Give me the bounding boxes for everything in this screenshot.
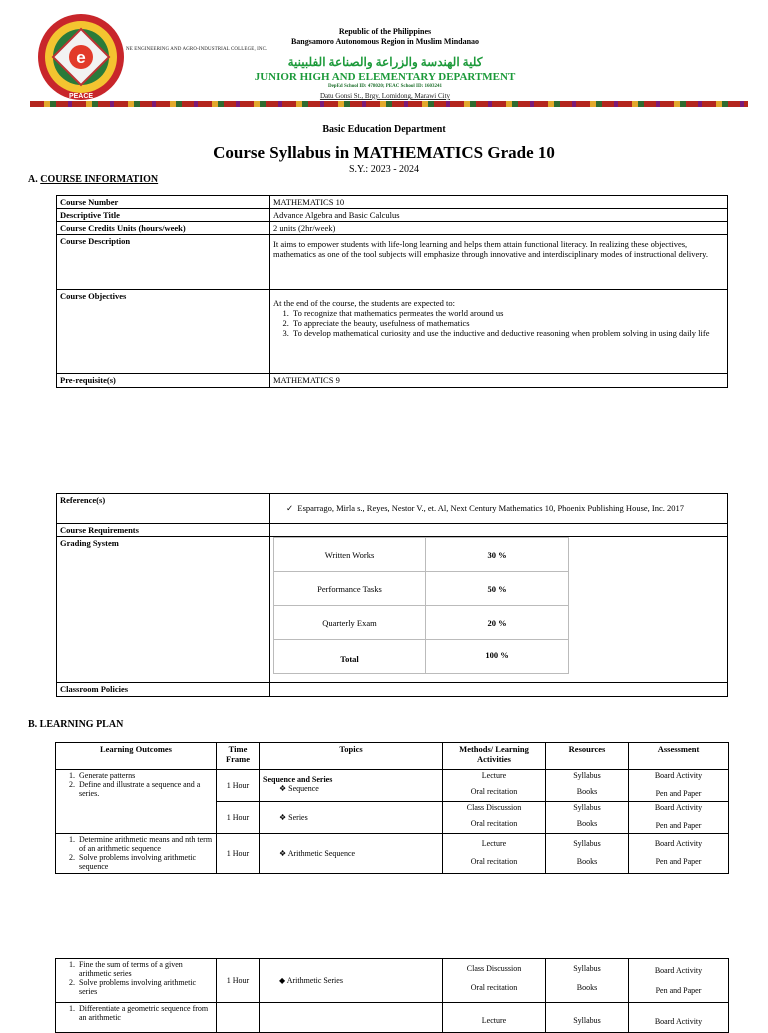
table-row [56,770,729,802]
diamond-bullet-icon: ❖ [279,849,287,858]
section-a-title: COURSE INFORMATION [40,174,159,185]
description-label: Course Description [57,235,270,290]
svg-text:e: e [76,48,86,67]
resource-item: Syllabus [573,964,601,973]
list-item: 1. Generate patterns [77,771,213,780]
methods-cell [443,1003,546,1033]
list-item: 2. Solve problems involving arithmetic series [77,978,213,996]
method-item: Oral recitation [470,983,518,992]
header-school-ids: DepEd School ID: 478020; PEAC School ID: 1603241 [327,84,443,89]
table-row [56,1003,729,1033]
col-header: Assessment [629,743,729,770]
grading-component: Performance Tasks [274,572,426,606]
method-item: Oral recitation [470,857,518,866]
list-item: 2. Define and illustrate a sequence and a series. [77,780,213,798]
time-frame: 1 Hour [217,834,260,874]
assessment-item: Board Activity [654,771,703,780]
objectives-intro: At the end of the course, the students are expected to: [273,298,455,308]
college-name: NE ENGINEERING AND AGRO-INDUSTRIAL COLLEGE, INC. [126,47,268,52]
time-frame: 1 Hour [217,959,260,1003]
references-label: Reference(s) [57,494,270,524]
decorative-band [30,101,748,107]
grading-table [273,537,569,674]
table-row [274,640,569,674]
resource-item: Books [576,857,598,866]
topic-name: Arithmetic Sequence [287,849,356,858]
resource-item: Syllabus [573,803,601,812]
col-header: Methods/ Learning Activities [443,743,546,770]
resources-cell [546,834,629,874]
resource-item: Syllabus [573,1016,601,1025]
assessment-item: Board Activity [654,966,703,975]
learning-plan-table [55,742,729,874]
policies-label: Classroom Policies [57,683,270,697]
resources-cell [546,959,629,1003]
course-number: MATHEMATICS 10 [270,196,728,209]
list-item: 2. Solve problems involving arithmetic sequence [77,853,213,871]
grading-total-label: Total [274,640,426,674]
table-row [57,374,728,388]
method-item: Oral recitation [470,819,518,828]
table-row [57,222,728,235]
topic-cell [260,770,443,802]
table-row [57,290,728,374]
table-row [57,683,728,697]
header-arabic: كلية الهندسة والزراعة والصناعة الفلبينية [287,55,483,69]
col-header: Topics [260,743,443,770]
course-number-label: Course Number [57,196,270,209]
descriptive-title: Advance Algebra and Basic Calculus [270,209,728,222]
table-row [57,537,728,683]
time-frame [217,1003,260,1033]
time-frame: 1 Hour [217,802,260,834]
topic-cell [260,802,443,834]
logo-lettering: PEACE [68,93,94,100]
prereq: MATHEMATICS 9 [270,374,728,388]
col-header: Time Frame [217,743,260,770]
outcomes-list [59,835,213,871]
course-info-table [56,195,728,388]
outcomes-cell [56,959,217,1003]
grading-total: 100 % [426,640,569,674]
header-address: Datu Gonsi St., Brgy. Lomidong, Marawi City [319,92,451,100]
objectives-list [273,308,724,338]
header-region: Bangsamoro Autonomous Region in Muslim Mindanao [290,37,480,46]
grading-weight: 20 % [426,606,569,640]
table-row [57,494,728,524]
assessment-item: Pen and Paper [655,821,702,830]
reference-cell [270,494,728,524]
assessment-cell [629,834,729,874]
resources-cell [546,1003,629,1033]
objectives-label: Course Objectives [57,290,270,374]
outcomes-list [59,1004,213,1022]
objectives-cell [270,290,728,374]
table-row [57,209,728,222]
methods-cell [443,802,546,834]
assessment-item: Pen and Paper [655,857,702,866]
col-header: Learning Outcomes [56,743,217,770]
section-a-heading [28,174,158,185]
section-a-letter: A. [28,174,38,185]
list-item: 1. Fine the sum of terms of a given arithmetic series [77,960,213,978]
school-logo [36,12,126,102]
methods-cell [443,959,546,1003]
method-item: Lecture [481,839,507,848]
assessment-cell [629,770,729,802]
diamond-bullet-icon: ❖ [279,813,287,822]
resource-item: Syllabus [573,839,601,848]
credits-label: Course Credits Units (hours/week) [57,222,270,235]
descriptive-title-label: Descriptive Title [57,209,270,222]
method-item: Lecture [481,1016,507,1025]
outcomes-cell [56,834,217,874]
table-row [57,524,728,537]
topic-name: Sequence [288,784,319,793]
resource-item: Syllabus [573,771,601,780]
list-item: 1. Determine arithmetic means and nth term of an arithmetic sequence [77,835,213,853]
grading-weight: 30 % [426,538,569,572]
grading-label: Grading System [57,537,270,683]
topic-cell [260,959,443,1003]
table-row [57,235,728,290]
method-item: Oral recitation [470,787,518,796]
table-row [274,538,569,572]
assessment-cell [629,959,729,1003]
outcomes-cell [56,1003,217,1033]
method-item: Lecture [481,771,507,780]
table-row [274,572,569,606]
list-item: 2. To appreciate the beauty, usefulness of mathematics [291,318,724,328]
assessment-item: Pen and Paper [655,986,702,995]
resource-item: Books [576,787,598,796]
requirements-label: Course Requirements [57,524,270,537]
table-row [56,959,729,1003]
methods-cell [443,770,546,802]
check-icon: ✓ [286,503,294,513]
references-table [56,493,728,697]
page-title: Course Syllabus in MATHEMATICS Grade 10 [213,143,555,162]
method-item: Class Discussion [466,964,522,973]
topic-name: Series [288,813,308,822]
topic-cell [260,1003,443,1033]
grading-weight: 50 % [426,572,569,606]
outcomes-list [59,960,213,996]
assessment-item: Board Activity [654,1017,703,1026]
requirements-value [270,524,728,537]
assessment-cell [629,1003,729,1033]
resources-cell [546,802,629,834]
methods-cell [443,834,546,874]
list-item: 3. To develop mathematical curiosity and use the inductive and deductive reasoning when problem solving in using daily life [291,328,724,338]
course-description: It aims to empower students with life-long learning and helps them attain functional literacy. In realizing these objectives, mathematics as one of the tool subjects will emphasize through innovative and interdisciplinary modes of instructional delivery. [270,235,728,290]
resources-cell [546,770,629,802]
school-year: S.Y.: 2023 - 2024 [348,164,420,175]
credits: 2 units (2hr/week) [270,222,728,235]
topic-heading: Sequence and Series [263,775,333,784]
table-row [274,606,569,640]
grading-component: Quarterly Exam [274,606,426,640]
grading-cell [270,537,728,683]
col-header: Resources [546,743,629,770]
assessment-item: Board Activity [654,839,703,848]
table-row [56,834,729,874]
dept-heading: Basic Education Department [322,124,446,135]
assessment-item: Board Activity [654,803,703,812]
table-row [57,196,728,209]
list-item: 1. To recognize that mathematics permeates the world around us [291,308,724,318]
reference-item: Esparrago, Mirla s., Reyes, Nestor V., et. Al, Next Century Mathematics 10, Phoenix Publishing House, Inc. 2017 [297,503,685,513]
resource-item: Books [576,983,598,992]
header-department: JUNIOR HIGH AND ELEMENTARY DEPARTMENT [254,71,516,83]
outcomes-list [59,771,213,798]
section-b-heading: B. LEARNING PLAN [28,719,124,730]
list-item: 1. Differentiate a geometric sequence from an arithmetic [77,1004,213,1022]
topic-name: Arithmetic Series [286,976,343,985]
topic-cell [260,834,443,874]
learning-plan-table-continued [55,958,729,1033]
table-header-row [56,743,729,770]
grading-component: Written Works [274,538,426,572]
assessment-item: Pen and Paper [655,789,702,798]
diamond-bullet-icon: ◆ [279,976,286,985]
policies-value [270,683,728,697]
prereq-label: Pre-requisite(s) [57,374,270,388]
header-republic: Republic of the Philippines [338,27,432,36]
time-frame: 1 Hour [217,770,260,802]
method-item: Class Discussion [466,803,522,812]
outcomes-cell [56,770,217,834]
assessment-cell [629,802,729,834]
diamond-bullet-icon: ❖ [279,784,287,793]
resource-item: Books [576,819,598,828]
